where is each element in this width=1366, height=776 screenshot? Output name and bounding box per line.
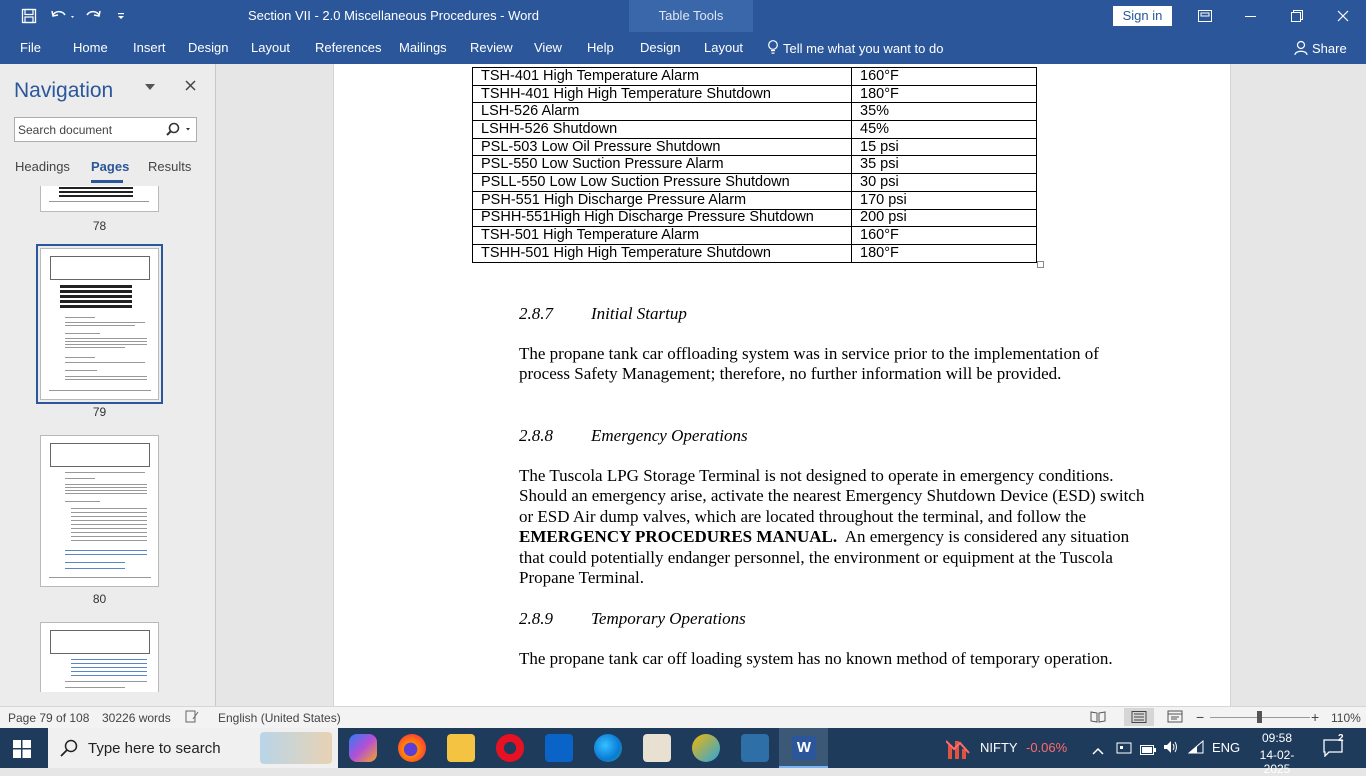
web-layout-icon[interactable] — [1167, 710, 1183, 726]
tell-me-text: Tell me what you want to do — [783, 41, 944, 56]
alarm-description-cell[interactable]: PSLL-550 Low Low Suction Pressure Shutdown — [473, 174, 852, 192]
proofing-icon[interactable] — [185, 710, 200, 726]
app-icon[interactable] — [692, 734, 720, 762]
tab-review[interactable]: Review — [470, 40, 513, 55]
section-title: Temporary Operations — [591, 609, 746, 628]
page-number-79: 79 — [92, 405, 107, 419]
share-label: Share — [1312, 41, 1347, 56]
table-row[interactable] — [473, 191, 1037, 209]
search-input[interactable] — [14, 117, 197, 142]
document-page[interactable] — [333, 64, 1231, 706]
table-row[interactable] — [473, 174, 1037, 192]
paragraph-text: The Tuscola LPG Storage Terminal is not designed to operate in emergency conditions. Should an emergency arise, activate the nearest Emergency Shutdown Device (ESD) switch or ESD Air dump valves, which are located throughout the terminal, and follow the — [519, 466, 1145, 526]
tab-table-design[interactable]: Design — [640, 40, 681, 55]
table-row[interactable] — [473, 156, 1037, 174]
tab-layout[interactable]: Layout — [251, 40, 291, 55]
section-heading-2-8-8 — [519, 426, 748, 446]
table-tools-label: Table Tools — [658, 8, 724, 23]
tab-file[interactable]: File — [20, 40, 41, 55]
wifi-icon[interactable] — [1188, 740, 1204, 759]
alarm-setpoint-table[interactable] — [472, 67, 1037, 263]
table-row[interactable] — [473, 103, 1037, 121]
section-title: Emergency Operations — [591, 426, 748, 445]
paragraph-text: An emergency is considered any situation that could potentially endanger personnel, the environment or equipment at the Tuscola Propane Terminal. — [519, 527, 1134, 588]
tab-pages[interactable]: Pages — [91, 159, 130, 174]
print-layout-icon[interactable] — [1124, 708, 1154, 726]
alarm-description-cell[interactable]: PSHH-551High High Discharge Pressure Shutdown — [473, 209, 852, 227]
windows-start-icon[interactable] — [13, 740, 31, 763]
page-thumbnail-79[interactable] — [40, 248, 159, 400]
alarm-description-cell[interactable]: TSH-501 High Temperature Alarm — [473, 227, 852, 245]
tab-headings[interactable]: Headings — [15, 159, 70, 174]
customize-icon[interactable] — [110, 6, 132, 26]
ticker-name[interactable]: NIFTY — [980, 740, 1018, 755]
clock-time[interactable]: 09:58 — [1261, 731, 1293, 745]
page-count[interactable]: Page 79 of 108 — [8, 711, 90, 725]
restore-icon[interactable] — [1274, 0, 1320, 32]
page-thumbnail-81[interactable] — [40, 622, 159, 692]
alarm-description-cell[interactable]: LSHH-526 Shutdown — [473, 121, 852, 139]
alarm-description-cell[interactable]: TSHH-501 High High Temperature Shutdown — [473, 244, 852, 262]
setpoint-cell[interactable]: 180°F — [852, 85, 1037, 103]
zoom-out-button[interactable]: − — [1196, 709, 1205, 725]
setpoint-cell[interactable]: 35 psi — [852, 156, 1037, 174]
taskbar-search-text: Type here to search — [88, 740, 221, 757]
table-row[interactable] — [473, 227, 1037, 245]
mail-icon[interactable] — [545, 734, 573, 762]
chevron-down-icon[interactable] — [145, 82, 155, 94]
table-row[interactable] — [473, 121, 1037, 139]
table-row[interactable] — [473, 244, 1037, 262]
zoom-slider-thumb[interactable] — [1257, 711, 1262, 723]
section-heading-2-8-9 — [519, 609, 746, 629]
setpoint-cell[interactable]: 30 psi — [852, 174, 1037, 192]
paragraph-initial-startup: The propane tank car offloading system was in service prior to the implementation of process Safety Management; therefore, no further information will be provided. — [519, 344, 1099, 384]
app-icon[interactable] — [741, 734, 769, 762]
volume-icon[interactable] — [1163, 740, 1179, 759]
input-language[interactable]: ENG — [1212, 740, 1241, 755]
share-button[interactable] — [1294, 40, 1347, 59]
tab-help[interactable]: Help — [587, 40, 614, 55]
page-thumbnails — [0, 186, 216, 692]
zoom-in-button[interactable]: + — [1311, 709, 1320, 725]
alarm-description-cell[interactable]: PSH-551 High Discharge Pressure Alarm — [473, 191, 852, 209]
copilot-icon[interactable] — [349, 734, 377, 762]
setpoint-cell[interactable]: 160°F — [852, 68, 1037, 86]
document-title: Section VII - 2.0 Miscellaneous Procedures - Word — [248, 8, 539, 23]
page-number-80: 80 — [92, 592, 107, 606]
paragraph-temporary-operations: The propane tank car off loading system has no known method of temporary operation. — [519, 649, 1113, 668]
search-icon[interactable] — [165, 122, 191, 142]
save-icon[interactable] — [18, 6, 40, 26]
notification-count: 2 — [1338, 733, 1344, 744]
undo-icon[interactable] — [48, 6, 78, 26]
network-device-icon[interactable] — [1116, 740, 1132, 759]
table-row[interactable] — [473, 68, 1037, 86]
minimize-icon[interactable] — [1228, 0, 1274, 32]
table-row[interactable] — [473, 138, 1037, 156]
page-number-78: 78 — [92, 219, 107, 233]
tab-table-layout[interactable]: Layout — [704, 40, 744, 55]
word-taskbar-button[interactable] — [779, 728, 828, 768]
close-pane-icon[interactable] — [185, 78, 196, 96]
close-icon[interactable] — [1320, 0, 1366, 32]
tab-home[interactable]: Home — [73, 40, 108, 55]
app-icon[interactable] — [643, 734, 671, 762]
table-resize-handle[interactable] — [1037, 261, 1044, 268]
battery-icon[interactable] — [1140, 742, 1156, 760]
alarm-description-cell[interactable]: PSL-503 Low Oil Pressure Shutdown — [473, 138, 852, 156]
read-mode-icon[interactable] — [1090, 710, 1106, 726]
language-indicator[interactable]: English (United States) — [218, 711, 341, 725]
ribbon-display-icon[interactable] — [1182, 0, 1228, 32]
document-canvas — [216, 64, 1366, 706]
tab-mailings[interactable]: Mailings — [399, 40, 447, 55]
clock-date[interactable]: 14-02-2025 — [1259, 748, 1295, 776]
table-row[interactable] — [473, 85, 1037, 103]
alarm-description-cell[interactable]: LSH-526 Alarm — [473, 103, 852, 121]
lightbulb-icon — [767, 40, 779, 58]
ribbon-tab-bar — [0, 32, 1366, 64]
search-highlight-image — [260, 732, 332, 764]
search-placeholder: Search document — [18, 123, 113, 137]
section-number: 2.8.7 — [519, 304, 553, 323]
sign-in-button[interactable]: Sign in — [1113, 6, 1172, 26]
section-number: 2.8.8 — [519, 426, 553, 445]
setpoint-cell[interactable]: 45% — [852, 121, 1037, 139]
tell-me-box[interactable] — [767, 40, 943, 58]
alarm-description-cell[interactable]: TSHH-401 High High Temperature Shutdown — [473, 85, 852, 103]
active-tab-indicator — [91, 180, 123, 183]
search-icon — [60, 739, 78, 762]
alarm-description-cell[interactable]: PSL-550 Low Suction Pressure Alarm — [473, 156, 852, 174]
setpoint-cell[interactable]: 180°F — [852, 244, 1037, 262]
section-title: Initial Startup — [591, 304, 687, 323]
page-thumbnail-78[interactable] — [40, 186, 159, 212]
opera-icon[interactable] — [496, 734, 524, 762]
taskbar-search[interactable] — [48, 728, 338, 768]
stock-chart-icon[interactable] — [946, 737, 970, 764]
status-bar — [0, 706, 1366, 728]
emergency-manual-reference: EMERGENCY PROCEDURES MANUAL. — [519, 527, 838, 547]
setpoint-cell[interactable]: 200 psi — [852, 209, 1037, 227]
tab-design[interactable]: Design — [188, 40, 229, 55]
tab-insert[interactable]: Insert — [133, 40, 166, 55]
section-heading-2-8-7 — [519, 304, 687, 324]
setpoint-cell[interactable]: 160°F — [852, 227, 1037, 245]
redo-icon[interactable] — [82, 6, 104, 26]
tab-references[interactable]: References — [315, 40, 382, 55]
setpoint-cell[interactable]: 170 psi — [852, 191, 1037, 209]
edge-icon[interactable] — [594, 734, 622, 762]
paragraph-emergency-operations — [519, 466, 1151, 588]
navigation-pane — [0, 64, 216, 706]
tab-view[interactable]: View — [534, 40, 562, 55]
ticker-change[interactable]: -0.06% — [1026, 740, 1068, 755]
page-thumbnail-80[interactable] — [40, 435, 159, 587]
chevron-up-icon[interactable] — [1092, 742, 1104, 760]
navigation-title: Navigation — [14, 79, 114, 102]
word-count[interactable]: 30226 words — [102, 711, 171, 725]
firefox-icon[interactable] — [398, 734, 426, 762]
file-explorer-icon[interactable] — [447, 734, 475, 762]
section-number: 2.8.9 — [519, 609, 553, 628]
table-row[interactable] — [473, 209, 1037, 227]
tab-results[interactable]: Results — [148, 159, 192, 174]
setpoint-cell[interactable]: 15 psi — [852, 138, 1037, 156]
alarm-description-cell[interactable]: TSH-401 High Temperature Alarm — [473, 68, 852, 86]
person-icon — [1294, 40, 1308, 59]
taskbar — [0, 728, 1366, 776]
zoom-level[interactable]: 110% — [1331, 711, 1361, 725]
setpoint-cell[interactable]: 35% — [852, 103, 1037, 121]
word-icon: W — [792, 736, 816, 760]
